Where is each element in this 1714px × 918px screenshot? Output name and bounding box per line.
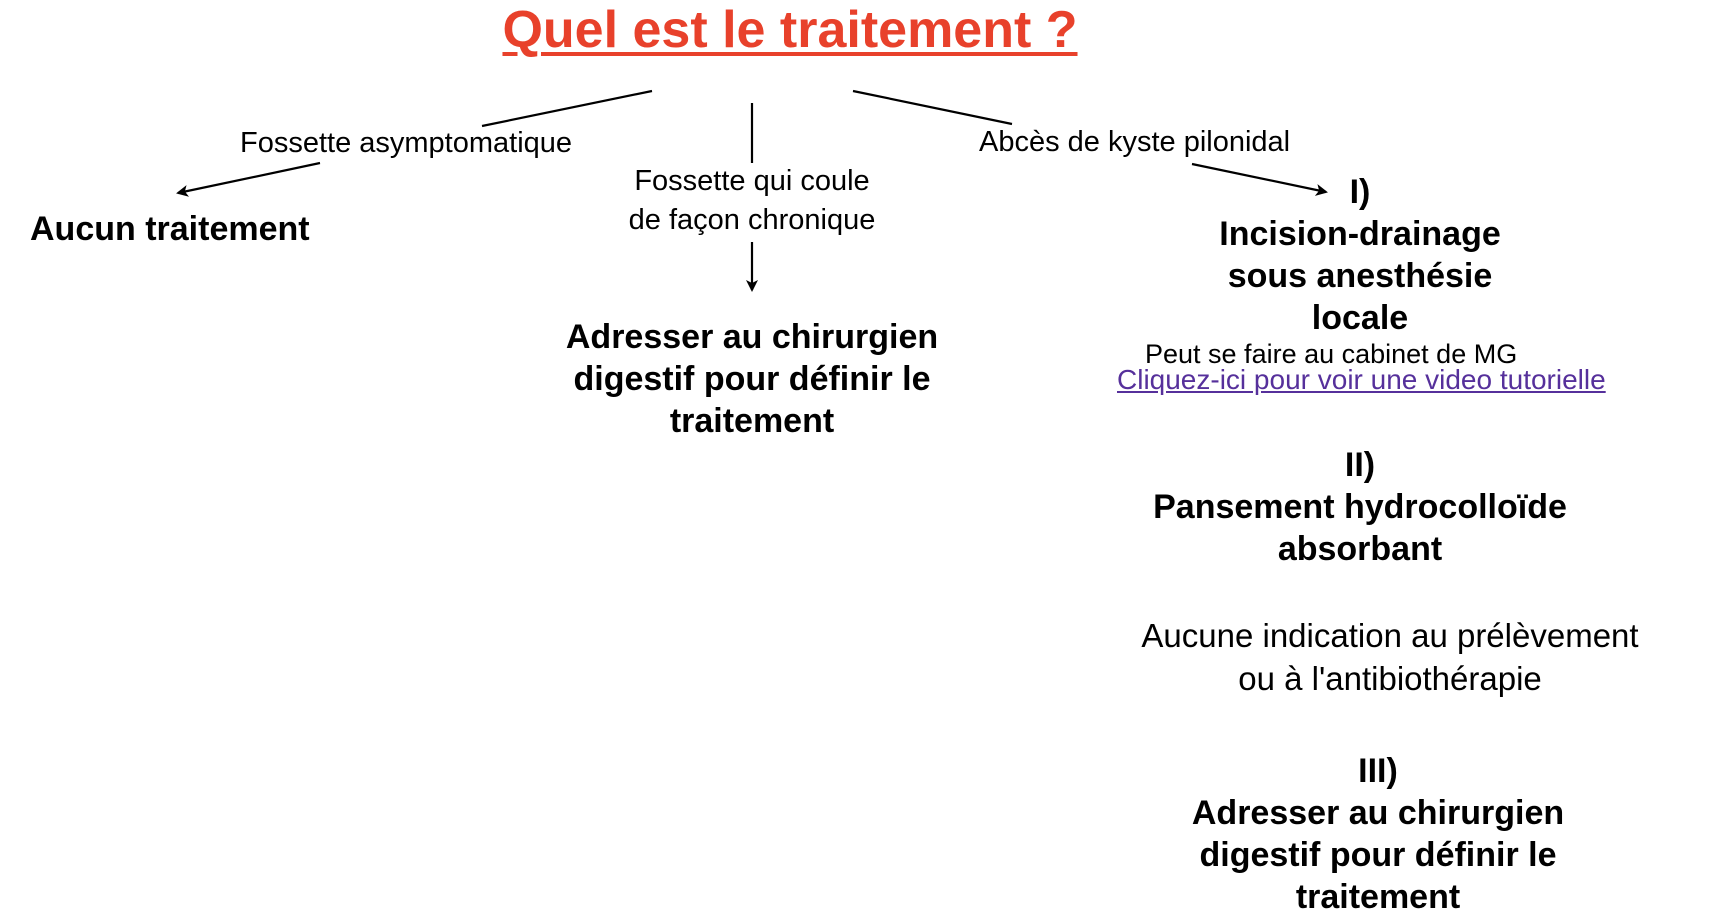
branch-label-chronic-line2: de façon chronique: [628, 204, 876, 236]
step1-line2: sous anesthésie: [1227, 257, 1493, 295]
step2-hydrocolloid-dressing: [1100, 444, 1620, 570]
step3-refer-surgeon: [1118, 750, 1638, 918]
step2-no-sampling-note: [1100, 614, 1680, 700]
branch-label-asymptomatic: Fossette asymptomatique: [240, 127, 573, 159]
step3-line1: Adresser au chirurgien: [1191, 794, 1565, 832]
step2-numeral: II): [1344, 446, 1376, 484]
step1-incision-drainage: [1100, 171, 1620, 339]
video-tutorial-link[interactable]: Cliquez-ici pour voir une video tutorielle: [1117, 364, 1606, 395]
step2-note-line2: ou à l'antibiothérapie: [1238, 660, 1542, 697]
step1-line1: Incision-drainage: [1219, 215, 1501, 253]
step3-line2: digestif pour définir le: [1199, 836, 1557, 874]
branch-label-chronic-fossette: [552, 162, 952, 240]
step1-note-gp-office: Peut se faire au cabinet de MG: [1145, 339, 1518, 369]
result-middle-line3: traitement: [669, 402, 835, 440]
result-middle-line1: Adresser au chirurgien: [565, 318, 939, 356]
page-title: Quel est le traitement ?: [502, 1, 1078, 59]
step3-line3: traitement: [1295, 878, 1461, 916]
step2-line2: absorbant: [1277, 530, 1443, 568]
step2-line1: Pansement hydrocolloïde: [1153, 488, 1567, 526]
result-no-treatment: Aucun traitement: [30, 210, 310, 248]
result-refer-surgeon-middle: [500, 316, 1004, 442]
step2-note-line1: Aucune indication au prélèvement: [1141, 617, 1639, 654]
step1-line3: locale: [1311, 299, 1409, 337]
step3-numeral: III): [1358, 752, 1398, 790]
connector-title-to-left-label: [482, 91, 652, 126]
result-middle-line2: digestif pour définir le: [573, 360, 931, 398]
arrow-left-label-to-result: [178, 163, 320, 193]
branch-label-pilonidal-abscess: Abcès de kyste pilonidal: [979, 126, 1291, 158]
connector-title-to-right-label: [853, 91, 1012, 124]
step1-numeral: I): [1349, 173, 1371, 211]
branch-label-chronic-line1: Fossette qui coule: [634, 165, 870, 197]
